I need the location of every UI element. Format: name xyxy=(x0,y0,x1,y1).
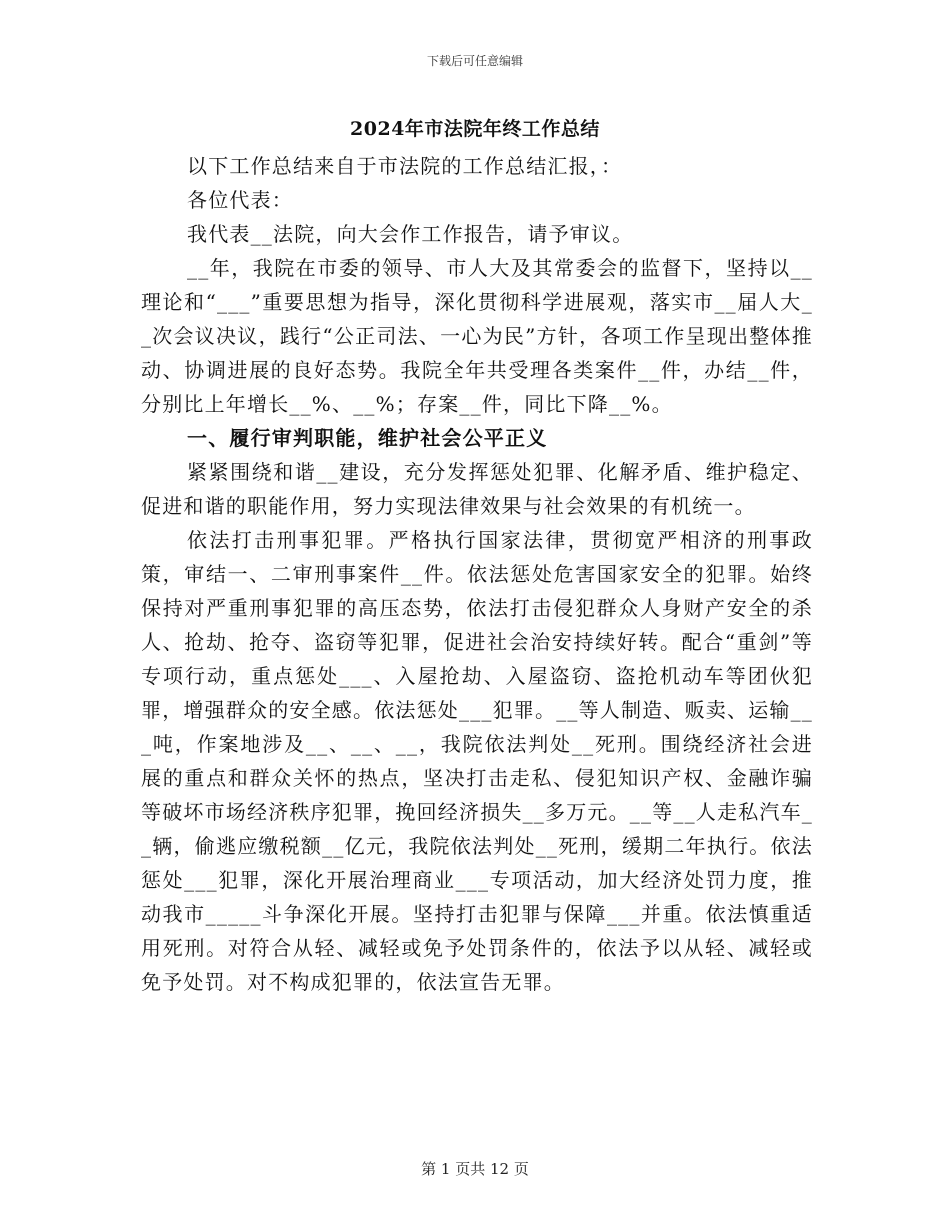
document-body xyxy=(141,149,813,999)
criminal-justice-paragraph: 依法打击刑事犯罪。严格执行国家法律，贯彻宽严相济的刑事政策，审结一、二审刑事案件__件。依法惩处危害国家安全的犯罪。始终保持对严重刑事犯罪的高压态势，依法打击侵犯群众人身财产安全的杀人、抢劫、抢夺、盗窃等犯罪，促进社会治安持续好转。配合“重剑”等专项行动，重点惩处___、入屋抢劫、入屋盗窃、盗抢机动车等团伙犯罪，增强群众的安全感。依法惩处___犯罪。__等人制造、贩卖、运输___吨，作案地涉及__、__、__，我院依法判处__死刑。围绕经济社会进展的重点和群众关怀的热点，坚决打击走私、侵犯知识产权、金融诈骗等破坏市场经济秩序犯罪，挽回经济损失__多万元。__等__人走私汽车__辆，偷逃应缴税额__亿元，我院依法判处__死刑，缓期二年执行。依法惩处___犯罪，深化开展治理商业___专项活动，加大经济处罚力度，推动我市_____斗争深化开展。坚持打击犯罪与保障___并重。依法慎重适用死刑。对符合从轻、减轻或免予处罚条件的，依法予以从轻、减轻或免予处罚。对不构成犯罪的，依法宣告无罪。 xyxy=(141,528,813,994)
section-intro-paragraph: 紧紧围绕和谐__建设，充分发挥惩处犯罪、化解矛盾、维护稳定、促进和谐的职能作用，努力实现法律效果与社会效果的有机统一。 xyxy=(141,460,813,518)
document-title: 2024年市法院年终工作总结 xyxy=(350,118,600,140)
summary-paragraph: __年，我院在市委的领导、市人大及其常委会的监督下，坚持以__理论和“___”重要思想为指导，深化贯彻科学进展观，落实市__届人大__次会议决议，践行“公正司法、一心为民”方针，各项工作呈现出整体推动、协调进展的良好态势。我院全年共受理各类案件__件，办结__件，分别比上年增长__%、__%；存案__件，同比下降__%。 xyxy=(141,256,813,416)
page-number: 第 1 页共 12 页 xyxy=(421,1160,529,1178)
section-heading: 一、履行审判职能，维护社会公平正义 xyxy=(187,426,548,450)
intro-paragraph: 以下工作总结来自于市法院的工作总结汇报，： xyxy=(187,154,623,178)
salutation-paragraph: 各位代表： xyxy=(187,188,293,212)
opening-paragraph: 我代表__法院，向大会作工作报告，请予审议。 xyxy=(187,222,634,246)
page-header-note: 下载后可任意编辑 xyxy=(426,54,523,68)
